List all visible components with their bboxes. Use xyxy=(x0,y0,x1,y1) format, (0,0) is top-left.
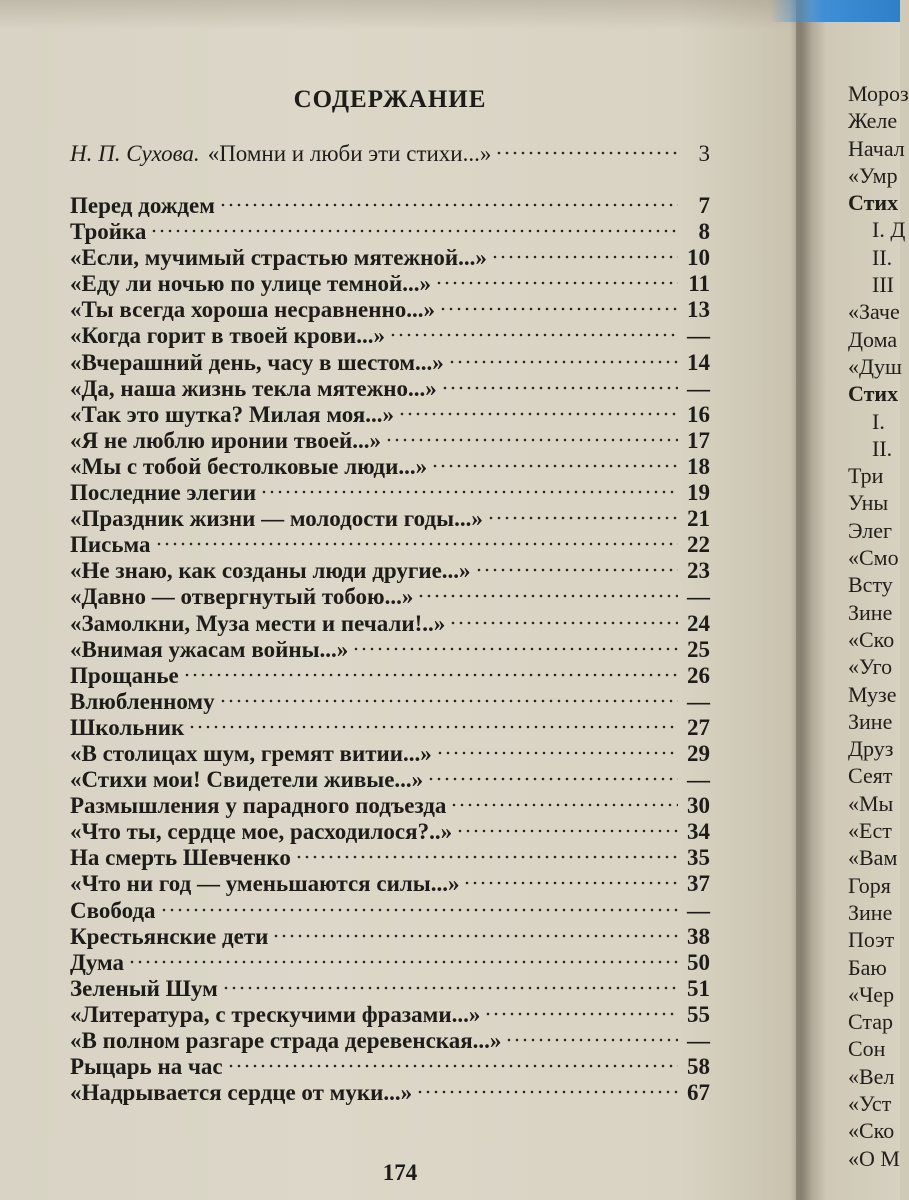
toc-entry-page: 67 xyxy=(687,1080,710,1106)
toc-entry-page: 18 xyxy=(687,453,710,479)
right-page-line: Зине xyxy=(848,708,893,734)
book-gutter xyxy=(790,0,812,1200)
toc-entry-title: «Вчерашний день, часу в шестом...» xyxy=(70,349,444,375)
right-page-line: «О М xyxy=(848,1145,900,1171)
toc-entry-page: — xyxy=(687,323,710,349)
toc-entry-page: 11 xyxy=(688,271,710,297)
toc-entry-title: «Что ты, сердце мое, расходилося?..» xyxy=(70,819,453,845)
toc-entry-title: Последние элегии xyxy=(70,480,257,506)
toc-entry xyxy=(70,532,710,558)
toc-entry-page: 23 xyxy=(687,558,710,584)
dot-leader xyxy=(128,959,678,965)
toc-entry xyxy=(70,845,710,871)
toc-entry xyxy=(70,193,710,219)
dot-leader xyxy=(487,515,678,521)
toc-entry-title: На смерть Шевченко xyxy=(70,845,291,871)
right-page-line: Друз xyxy=(848,736,894,762)
right-page-fragments xyxy=(848,80,909,1172)
dot-leader xyxy=(436,750,678,756)
toc-entry xyxy=(70,611,710,637)
toc-entry-page: — xyxy=(687,1028,710,1053)
right-page-line: «Ско xyxy=(848,1118,895,1144)
dot-leader xyxy=(475,567,678,573)
toc-entry xyxy=(70,428,710,454)
toc-entry-title: «Надрывается сердце от муки...» xyxy=(70,1080,413,1106)
dot-leader xyxy=(450,802,678,808)
right-page-line: Элег xyxy=(848,517,892,543)
right-page-line: «Ско xyxy=(848,626,895,652)
toc-heading: СОДЕРЖАНИЕ xyxy=(293,86,487,113)
toc-entry xyxy=(70,558,710,584)
right-page-line: Мороз xyxy=(848,81,909,106)
toc-entry xyxy=(70,689,710,715)
toc-entry-title: «Если, мучимый страстью мятежной...» xyxy=(70,245,487,271)
right-page-line: Зине xyxy=(848,899,893,925)
toc-entry-page: — xyxy=(687,688,710,714)
toc-entry-title: «Литература, с трескучими фразами...» xyxy=(70,1001,481,1027)
right-page-line: «Уго xyxy=(848,654,893,680)
toc-entry-page: 24 xyxy=(687,610,710,636)
right-page-line: Уны xyxy=(848,490,889,516)
right-page-line: I. Д xyxy=(872,217,906,243)
dot-leader xyxy=(222,985,678,991)
right-page-line: Поэт xyxy=(848,927,895,953)
dot-leader xyxy=(491,254,678,260)
dot-leader xyxy=(439,306,678,312)
dot-leader xyxy=(398,411,678,417)
right-page-line: Стих xyxy=(848,381,899,407)
right-page-line: Три xyxy=(848,463,884,489)
dot-leader xyxy=(456,828,678,834)
right-page-line: «Мы xyxy=(848,790,894,816)
right-page-line: Горя xyxy=(848,872,891,898)
right-page-line: Стар xyxy=(848,1009,894,1035)
right-page-line: Баю xyxy=(848,954,887,980)
toc-entry-title: Свобода xyxy=(70,897,156,923)
toc-entry xyxy=(70,219,710,245)
toc-entry-title: «Когда горит в твоей крови...» xyxy=(70,323,386,349)
toc-entry-title: «В полном разгаре страда деревенская...» xyxy=(70,1028,502,1053)
toc-entry-page: 37 xyxy=(687,871,710,897)
toc-entry xyxy=(70,637,710,663)
dot-leader xyxy=(385,437,678,443)
dot-leader xyxy=(260,489,678,495)
dot-leader xyxy=(227,1063,678,1069)
right-page-line: «Уст xyxy=(848,1090,892,1116)
book-cover-edge xyxy=(770,0,900,22)
dot-leader xyxy=(295,854,678,860)
toc-entry-page: 25 xyxy=(687,636,710,662)
toc-entry xyxy=(70,454,710,480)
toc-entry xyxy=(70,480,710,506)
right-page-line: «Заче xyxy=(848,299,900,325)
page-number: 174 xyxy=(382,1160,418,1185)
toc-entry xyxy=(70,767,710,793)
toc-entry-page: 58 xyxy=(687,1054,710,1080)
toc-entry xyxy=(70,793,710,819)
toc-entry xyxy=(70,663,710,689)
toc-list xyxy=(70,193,710,1106)
toc-entry-page: 19 xyxy=(687,480,710,506)
toc-entry-page: 10 xyxy=(687,245,710,271)
toc-entry-title: «Да, наша жизнь текла мятежно...» xyxy=(70,375,437,401)
toc-entry-page: — xyxy=(687,897,710,923)
dot-leader xyxy=(183,672,678,678)
right-page-line: Начал xyxy=(848,135,905,161)
toc-entry xyxy=(70,1028,710,1054)
toc-entry-title: «Внимая ужасам войны...» xyxy=(70,636,349,662)
dot-leader xyxy=(441,385,678,391)
toc-entry-title: Зеленый Шум xyxy=(70,975,218,1001)
toc-entry xyxy=(70,350,710,376)
dot-leader xyxy=(272,933,678,939)
right-page-line: Сон xyxy=(848,1036,886,1062)
right-page-line: «Ест xyxy=(848,818,892,844)
toc-entry xyxy=(70,976,710,1002)
toc-entry-title: Дума xyxy=(70,949,125,975)
right-page-line: «Вел xyxy=(848,1063,895,1089)
toc-entry-page: 14 xyxy=(687,349,710,375)
toc-entry-title: Перед дождем xyxy=(70,193,215,218)
right-page-line: Дома xyxy=(848,326,898,352)
toc-entry xyxy=(70,741,710,767)
toc-entry-page: — xyxy=(687,767,710,793)
toc-entry-title: «Так это шутка? Милая моя...» xyxy=(70,401,394,427)
dot-leader xyxy=(435,280,678,286)
toc-entry-page: 51 xyxy=(687,975,710,1001)
toc-entry xyxy=(70,376,710,402)
toc-entry-page: — xyxy=(687,584,710,610)
right-page-line: I. xyxy=(872,408,885,434)
toc-entry-page: 29 xyxy=(687,740,710,766)
toc-entry-title: «Не знаю, как созданы люди другие...» xyxy=(70,558,471,584)
toc-entry-title: Школьник xyxy=(70,714,185,740)
dot-leader xyxy=(352,646,678,652)
toc-entry-page: 34 xyxy=(687,819,710,845)
toc-entry xyxy=(70,871,710,897)
dot-leader xyxy=(505,1037,678,1043)
toc-entry-title: «Праздник жизни — молодости годы...» xyxy=(70,506,483,532)
toc-entry-title: «Стихи мои! Свидетели живые...» xyxy=(70,767,424,793)
dot-leader xyxy=(219,202,678,208)
dot-leader xyxy=(448,359,678,365)
dot-leader xyxy=(484,1011,678,1017)
toc-entry xyxy=(70,297,710,323)
dot-leader xyxy=(449,620,678,626)
toc-entry-title: «Мы с тобой бестолковые люди...» xyxy=(70,453,428,479)
intro-author: Н. П. Сухова. xyxy=(70,141,200,166)
right-page-line: Желе xyxy=(848,108,898,134)
dot-leader xyxy=(155,541,678,547)
toc-entry xyxy=(70,715,710,741)
toc-entry-page: 13 xyxy=(687,297,710,323)
toc-entry-page: 17 xyxy=(687,427,710,453)
right-page-line: Всту xyxy=(848,572,893,598)
right-page-line: «Смо xyxy=(848,545,899,571)
toc-entry-title: Рыцарь на час xyxy=(70,1054,223,1080)
dot-leader xyxy=(389,332,678,338)
right-page-line: III xyxy=(872,272,894,298)
toc-entry-page: 30 xyxy=(687,793,710,819)
toc-entry-page: 38 xyxy=(687,923,710,949)
toc-entry-title: Письма xyxy=(70,532,151,558)
right-page-line: «Вам xyxy=(848,845,898,871)
toc-entry-page: 35 xyxy=(687,845,710,871)
toc-entry-title: Прощанье xyxy=(70,662,179,688)
page-shadow xyxy=(0,0,800,30)
toc-entry-title: «Давно — отвергнутый тобою...» xyxy=(70,584,414,610)
toc-entry xyxy=(70,245,710,271)
toc-entry-page: 55 xyxy=(687,1001,710,1027)
toc-entry-title: Крестьянские дети xyxy=(70,923,269,949)
toc-entry xyxy=(70,1002,710,1028)
toc-entry-page: — xyxy=(687,375,710,401)
right-page-line: II. xyxy=(872,435,893,461)
intro-title: «Помни и люби эти стихи...» xyxy=(207,141,492,166)
toc-entry xyxy=(70,506,710,532)
right-page-line: Музе xyxy=(848,681,897,707)
toc-entry xyxy=(70,898,710,924)
toc-entry-title: «Ты всегда хороша несравненно...» xyxy=(70,297,435,323)
dot-leader xyxy=(188,724,678,730)
toc-entry-page: 22 xyxy=(687,532,710,558)
toc-entry xyxy=(70,950,710,976)
toc-entry-title: Влюбленному xyxy=(70,688,215,714)
dot-leader xyxy=(416,1089,678,1095)
toc-entry-title: Размышления у парадного подъезда xyxy=(70,793,447,819)
dot-leader xyxy=(160,907,678,913)
right-page-line: II. xyxy=(872,244,893,270)
toc-entry-page: 8 xyxy=(698,219,710,245)
toc-entry-title: «Я не люблю иронии твоей...» xyxy=(70,427,382,453)
toc-entry-title: «Что ни год — уменьшаются силы...» xyxy=(70,871,460,897)
toc-entry xyxy=(70,924,710,950)
toc-entry xyxy=(70,1080,710,1106)
toc-entry-page: 7 xyxy=(698,193,710,218)
right-page-line: Стих xyxy=(848,190,899,216)
toc-entry xyxy=(70,819,710,845)
toc-entry xyxy=(70,323,710,349)
toc-intro-entry xyxy=(70,141,710,167)
toc-entry xyxy=(70,584,710,610)
dot-leader xyxy=(463,880,678,886)
toc-entry xyxy=(70,1054,710,1080)
dot-leader xyxy=(417,593,678,599)
toc-entry-page: 16 xyxy=(687,401,710,427)
toc-entry-page: 50 xyxy=(687,949,710,975)
dot-leader xyxy=(150,228,678,234)
right-page-line: Сеят xyxy=(848,763,893,789)
toc-entry-title: «Еду ли ночью по улице темной...» xyxy=(70,271,431,297)
toc-entry xyxy=(70,402,710,428)
toc-entry-page: 21 xyxy=(687,506,710,532)
toc-entry-title: «В столицах шум, гремят витии...» xyxy=(70,740,432,766)
dot-leader xyxy=(431,463,678,469)
intro-page: 3 xyxy=(698,141,710,166)
right-page-line: «Душ xyxy=(848,353,902,379)
right-page-line: «Умр xyxy=(848,162,898,188)
right-page-line: «Чер xyxy=(848,981,895,1007)
dot-leader xyxy=(219,698,678,704)
toc-entry xyxy=(70,271,710,297)
dot-leader xyxy=(495,150,678,156)
toc-entry-title: «Замолкни, Муза мести и печали!..» xyxy=(70,610,446,636)
toc-entry-title: Тройка xyxy=(70,219,147,245)
right-page-line: Зине xyxy=(848,599,893,625)
dot-leader xyxy=(427,776,678,782)
toc-entry-page: 26 xyxy=(687,662,710,688)
toc-entry-page: 27 xyxy=(687,714,710,740)
